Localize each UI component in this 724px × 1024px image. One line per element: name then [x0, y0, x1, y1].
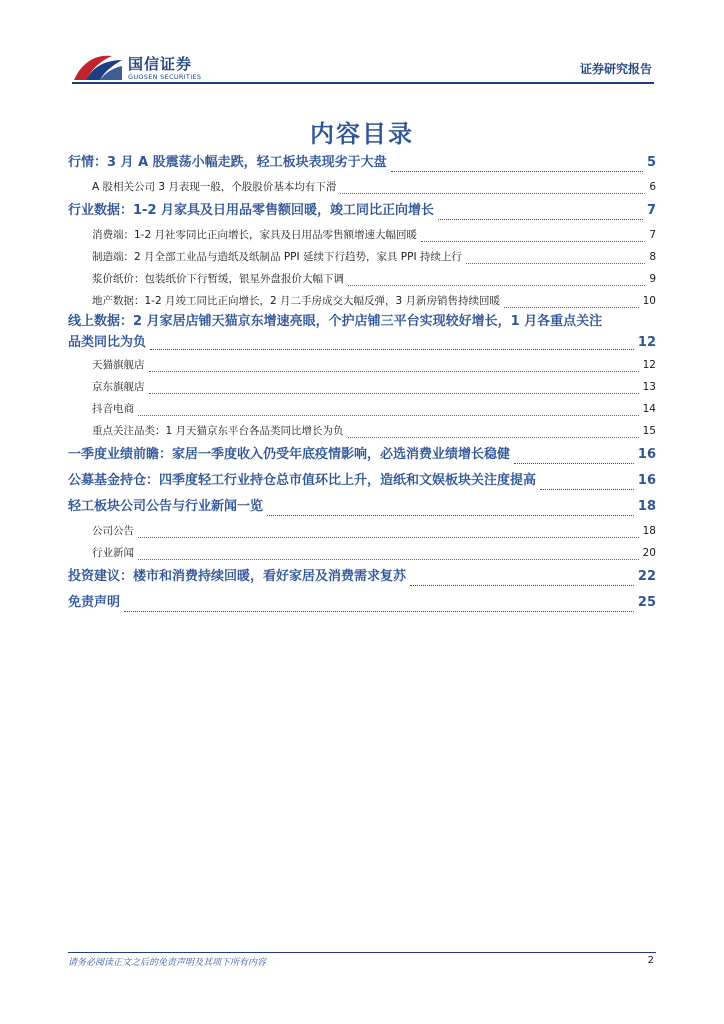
toc-entry-page: 13 — [642, 381, 656, 393]
toc-entry-page: 18 — [637, 499, 656, 514]
toc-entry-title: 一季度业绩前瞻：家居一季度收入仍受年底疫情影响，必选消费业绩增长稳健 — [68, 447, 511, 462]
toc-entry-page: 10 — [642, 295, 656, 307]
footer-divider — [68, 952, 656, 953]
toc-entry-page: 12 — [642, 359, 656, 371]
toc-leader-dots — [149, 371, 639, 372]
toc-entry[interactable] — [68, 312, 656, 354]
toc-leader-dots — [504, 307, 639, 308]
toc-entry-title: 行情：3 月 A 股震荡小幅走跌，轻工板块表现劣于大盘 — [68, 155, 387, 170]
toc-leader-dots — [438, 219, 643, 220]
toc-entry[interactable] — [68, 198, 656, 224]
toc-entry-title: 投资建议：楼市和消费持续回暖，看好家居及消费需求复苏 — [68, 569, 407, 584]
toc-entry-page: 7 — [646, 203, 656, 218]
toc-entry[interactable] — [68, 590, 656, 616]
guosen-logo-icon — [72, 50, 124, 84]
toc-entry-page: 9 — [649, 273, 656, 285]
logo-text-en: GUOSEN SECURITIES — [128, 73, 202, 81]
toc-entry[interactable] — [68, 376, 656, 398]
toc-entry-page: 8 — [649, 251, 656, 263]
toc-leader-dots — [340, 193, 645, 194]
toc-entry-title: 行业新闻 — [92, 547, 134, 559]
toc-entry[interactable] — [68, 176, 656, 198]
toc-entry-title: 京东旗舰店 — [92, 381, 145, 393]
toc-entry[interactable] — [68, 542, 656, 564]
toc-entry-title: 抖音电商 — [92, 403, 134, 415]
toc-entry-page: 16 — [637, 447, 656, 462]
toc-leader-dots — [348, 437, 639, 438]
toc-entry-title: 天猫旗舰店 — [92, 359, 145, 371]
toc-leader-dots — [421, 241, 645, 242]
toc-entry-title: 消费端：1-2 月社零同比正向增长，家具及日用品零售额增速大幅回暖 — [92, 229, 417, 241]
toc-entry-title: 重点关注品类：1 月天猫京东平台各品类同比增长为负 — [92, 425, 344, 437]
toc-entry[interactable] — [68, 246, 656, 268]
toc-leader-dots — [267, 515, 634, 516]
toc-entry-title: 行业数据：1-2 月家具及日用品零售额回暖，竣工同比正向增长 — [68, 203, 435, 218]
toc-leader-dots — [138, 415, 639, 416]
toc-entry[interactable] — [68, 564, 656, 590]
toc-leader-dots — [149, 393, 639, 394]
toc-leader-dots — [348, 285, 645, 286]
toc-leader-dots — [410, 585, 634, 586]
report-type-label: 证券研究报告 — [579, 62, 652, 76]
toc-entry[interactable] — [68, 420, 656, 442]
toc-leader-dots — [150, 349, 634, 350]
toc-entry-page: 6 — [649, 181, 656, 193]
toc-entry-page: 20 — [642, 547, 656, 559]
toc-entry-title: 公募基金持仓：四季度轻工行业持仓总市值环比上升，造纸和文娱板块关注度提高 — [68, 473, 537, 488]
toc-leader-dots — [540, 489, 634, 490]
toc-entry-title-cont: 品类同比为负 — [68, 335, 147, 350]
page-header — [0, 0, 724, 90]
toc-leader-dots — [391, 171, 643, 172]
page-number: 2 — [647, 955, 654, 966]
toc-entry-title: 轻工板块公司公告与行业新闻一览 — [68, 499, 264, 514]
toc-entry[interactable] — [68, 354, 656, 376]
guosen-logo — [72, 50, 202, 86]
toc-entry-page: 7 — [649, 229, 656, 241]
toc-entry[interactable] — [68, 150, 656, 176]
toc-entry-page: 12 — [637, 335, 656, 350]
toc-entry[interactable] — [68, 290, 656, 312]
toc-entry-page: 18 — [642, 525, 656, 537]
toc-entry-title: 公司公告 — [92, 525, 134, 537]
disclaimer-note: 请务必阅读正文之后的免责声明及其项下所有内容 — [68, 958, 267, 968]
toc-entry-page: 25 — [637, 595, 656, 610]
toc-leader-dots — [466, 263, 645, 264]
toc-entry-page: 15 — [642, 425, 656, 437]
table-of-contents — [68, 150, 656, 616]
toc-entry[interactable] — [68, 468, 656, 494]
header-divider — [72, 82, 654, 84]
toc-entry-page: 22 — [637, 569, 656, 584]
toc-entry-title: 浆价纸价：包装纸价下行暂缓，银星外盘报价大幅下调 — [92, 273, 344, 285]
toc-leader-dots — [514, 463, 634, 464]
toc-entry-title: 制造端：2 月全部工业品与造纸及纸制品 PPI 延续下行趋势，家具 PPI 持续上行 — [92, 251, 462, 263]
toc-entry[interactable] — [68, 398, 656, 420]
toc-entry-page: 5 — [646, 155, 656, 170]
toc-leader-dots — [124, 611, 634, 612]
logo-text-cn: 国信证券 — [128, 55, 193, 73]
toc-entry[interactable] — [68, 520, 656, 542]
toc-entry[interactable] — [68, 268, 656, 290]
toc-entry-page: 14 — [642, 403, 656, 415]
toc-leader-dots — [138, 559, 639, 560]
toc-title: 内容目录 — [310, 120, 414, 148]
toc-entry-title: 免责声明 — [68, 595, 121, 610]
toc-entry-page: 16 — [637, 473, 656, 488]
toc-entry-title: 地产数据：1-2 月竣工同比正向增长，2 月二手房成交大幅反弹，3 月新房销售持续回暖 — [92, 295, 501, 307]
toc-entry[interactable] — [68, 494, 656, 520]
toc-entry[interactable] — [68, 224, 656, 246]
toc-entry-title: A 股相关公司 3 月表现一般，个股股价基本均有下滑 — [92, 181, 337, 193]
toc-leader-dots — [138, 537, 639, 538]
toc-entry-title: 线上数据：2 月家居店铺天猫京东增速亮眼，个护店铺三平台实现较好增长，1 月各重点关注 — [68, 314, 603, 329]
toc-entry[interactable] — [68, 442, 656, 468]
